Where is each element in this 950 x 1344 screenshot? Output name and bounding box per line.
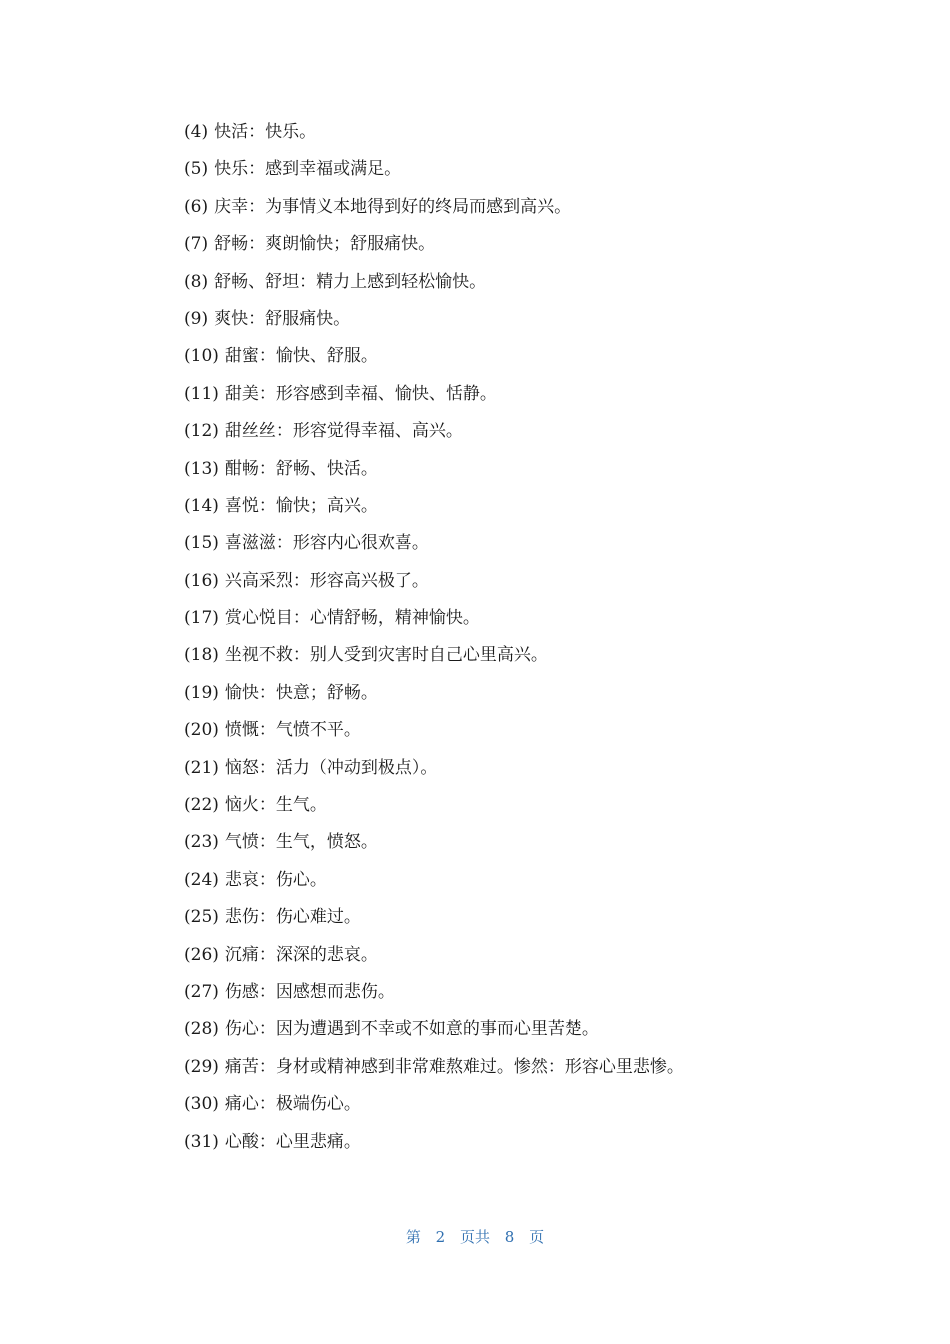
entry-number: (29) [184,1056,219,1077]
entry-text: 快乐：感到幸福或满足。 [214,159,402,180]
list-item [184,380,684,417]
entry-number: (6) [184,196,209,217]
list-item [184,455,684,492]
entry-text: 快活：快乐。 [214,122,317,142]
entry-text: 舒畅：爽朗愉快；舒服痛快。 [214,234,436,255]
entry-number: (20) [184,720,219,741]
footer-suffix: 页 [529,1228,545,1246]
entry-text: 坐视不救：别人受到灾害时自己心里高兴。 [224,645,548,666]
entry-number: (30) [184,1094,219,1115]
entry-text: 伤感：因感想而悲伤。 [224,981,395,1002]
list-item [184,679,684,716]
list-item [184,230,684,267]
entry-list [184,118,684,1165]
entry-text: 甜美：形容感到幸福、愉快、恬静。 [224,383,497,404]
entry-number: (22) [184,795,219,816]
entry-number: (4) [184,122,209,142]
entry-text: 悲哀：伤心。 [224,869,327,890]
entry-text: 赏心悦目：心情舒畅，精神愉快。 [224,608,480,629]
entry-number: (17) [184,608,219,629]
list-item [184,641,684,678]
entry-number: (24) [184,869,219,890]
entry-number: (8) [184,271,209,292]
entry-text: 喜滋滋：形容内心很欢喜。 [224,533,429,554]
entry-text: 恼怒：活力（冲动到极点）。 [224,757,438,778]
footer-middle: 页共 [459,1228,490,1246]
entry-number: (23) [184,832,219,853]
entry-number: (14) [184,495,219,516]
entry-text: 心酸：心里悲痛。 [224,1131,361,1152]
list-item [184,118,684,155]
list-item [184,567,684,604]
list-item [184,604,684,641]
list-item [184,155,684,192]
entry-text: 沉痛：深深的悲哀。 [224,944,378,965]
entry-number: (21) [184,757,219,778]
entry-text: 气愤：生气，愤怒。 [224,832,378,853]
entry-text: 悲伤：伤心难过。 [224,907,361,928]
entry-text: 庆幸：为事情义本地得到好的终局而感到高兴。 [214,196,572,217]
list-item [184,417,684,454]
entry-text: 愉快：快意；舒畅。 [224,682,378,703]
entry-text: 痛苦：身材或精神感到非常难熬难过。惨然：形容心里悲惨。 [224,1056,684,1077]
entry-number: (26) [184,944,219,965]
list-item [184,941,684,978]
list-item [184,828,684,865]
page-footer [0,1226,950,1247]
list-item [184,903,684,940]
list-item [184,1053,684,1090]
entry-text: 兴高采烈：形容高兴极了。 [224,570,429,591]
entry-number: (10) [184,346,219,367]
entry-number: (28) [184,1019,219,1040]
list-item [184,716,684,753]
list-item [184,529,684,566]
entry-number: (19) [184,682,219,703]
entry-text: 愤慨：气愤不平。 [224,720,361,741]
list-item [184,193,684,230]
list-item [184,305,684,342]
footer-total-pages: 8 [504,1228,515,1246]
entry-number: (11) [184,383,219,404]
entry-text: 伤心：因为遭遇到不幸或不如意的事而心里苦楚。 [224,1019,599,1040]
entry-number: (31) [184,1131,219,1152]
list-item [184,268,684,305]
list-item [184,791,684,828]
entry-number: (15) [184,533,219,554]
list-item [184,866,684,903]
entry-number: (12) [184,421,219,442]
entry-text: 甜丝丝：形容觉得幸福、高兴。 [224,421,463,442]
entry-text: 喜悦：愉快；高兴。 [224,495,378,516]
footer-prefix: 第 [405,1228,421,1246]
entry-text: 痛心：极端伤心。 [224,1094,361,1115]
list-item [184,342,684,379]
entry-number: (18) [184,645,219,666]
footer-current-page: 2 [435,1228,446,1246]
list-item [184,754,684,791]
list-item [184,1128,684,1165]
entry-number: (13) [184,458,219,479]
entry-number: (9) [184,308,209,329]
list-item [184,492,684,529]
entry-number: (27) [184,981,219,1002]
entry-text: 酣畅：舒畅、快活。 [224,458,378,479]
entry-text: 甜蜜：愉快、舒服。 [224,346,378,367]
entry-number: (25) [184,907,219,928]
list-item [184,978,684,1015]
entry-text: 恼火：生气。 [224,795,327,816]
entry-text: 爽快：舒服痛快。 [214,308,351,329]
list-item [184,1015,684,1052]
entry-number: (7) [184,234,209,255]
entry-text: 舒畅、舒坦：精力上感到轻松愉快。 [214,271,487,292]
entry-number: (16) [184,570,219,591]
entry-number: (5) [184,159,209,180]
list-item [184,1090,684,1127]
